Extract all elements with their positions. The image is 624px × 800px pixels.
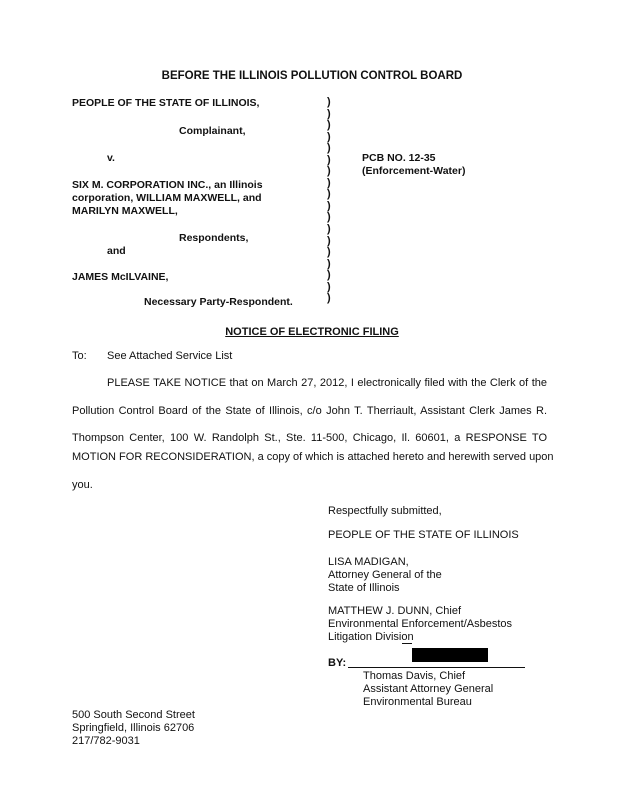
defendants-role: Respondents,	[179, 232, 249, 244]
by-label: BY:	[328, 657, 347, 669]
ag-name: LISA MADIGAN,	[328, 556, 409, 568]
chief-name: MATTHEW J. DUNN, Chief	[328, 605, 462, 617]
party-role: Necessary Party-Respondent.	[144, 296, 293, 308]
party-name: JAMES McILVAINE,	[72, 271, 169, 283]
chief-division-1: Environmental Enforcement/Asbestos	[328, 618, 513, 630]
body-line-2: Pollution Control Board of the State of Illinois, c/o John T. Therriault, Assistant Clerk James R.	[72, 405, 547, 417]
to-value: See Attached Service List	[107, 350, 233, 362]
caption-paren: )	[327, 96, 331, 108]
caption-paren: )	[327, 246, 331, 259]
signature-line	[348, 667, 525, 668]
caption-paren: )	[327, 223, 331, 236]
signature-mark	[402, 643, 412, 644]
body-line-1: PLEASE TAKE NOTICE that on March 27, 2012, I electronically filed with the Clerk of the	[107, 377, 547, 389]
caption-paren: )	[327, 119, 331, 132]
caption-paren: )	[327, 199, 331, 212]
caption-paren: )	[327, 211, 331, 224]
caption-paren: )	[327, 142, 331, 155]
caption-paren: )	[327, 234, 331, 247]
body-line-5: you.	[72, 479, 93, 491]
caption-parens	[327, 97, 331, 305]
ag-title-2: State of Illinois	[328, 582, 400, 594]
signer-name: Thomas Davis, Chief	[363, 670, 466, 682]
closing-text: Respectfully submitted,	[328, 505, 442, 517]
defendants-line-2: corporation, WILLIAM MAXWELL, and	[72, 192, 262, 204]
signer-title-1: Assistant Attorney General	[363, 683, 494, 695]
chief-division-2: Litigation Division	[328, 631, 414, 643]
caption-paren: )	[327, 176, 331, 189]
defendants-line-1: SIX M. CORPORATION INC., an Illinois	[72, 179, 263, 191]
address-line-2: Springfield, Illinois 62706	[72, 722, 195, 734]
caption-paren: )	[327, 130, 331, 143]
and-text: and	[107, 245, 126, 257]
signer-title-2: Environmental Bureau	[363, 696, 472, 708]
defendants-line-3: MARILYN MAXWELL,	[72, 205, 178, 217]
address-line-1: 500 South Second Street	[72, 709, 195, 721]
case-number: PCB NO. 12-35	[362, 152, 436, 164]
caption-paren: )	[327, 257, 331, 270]
to-label: To:	[72, 350, 87, 362]
caption-paren: )	[327, 188, 331, 201]
ag-title-1: Attorney General of the	[328, 569, 442, 581]
plaintiff-name: PEOPLE OF THE STATE OF ILLINOIS,	[72, 97, 260, 109]
signature-party: PEOPLE OF THE STATE OF ILLINOIS	[328, 529, 519, 541]
plaintiff-role: Complainant,	[179, 125, 246, 137]
redaction-box	[412, 648, 488, 662]
body-line-3: Thompson Center, 100 W. Randolph St., Ste. 11-500, Chicago, Il. 60601, a RESPONSE TO	[72, 432, 547, 444]
body-line-4: MOTION FOR RECONSIDERATION, a copy of which is attached hereto and herewith served upon	[72, 451, 554, 463]
caption-paren: )	[327, 269, 331, 282]
caption-paren: )	[327, 292, 331, 305]
caption-paren: )	[327, 280, 331, 293]
address-phone: 217/782-9031	[72, 735, 140, 747]
page-title: BEFORE THE ILLINOIS POLLUTION CONTROL BOARD	[161, 70, 463, 82]
notice-heading: NOTICE OF ELECTRONIC FILING	[225, 326, 399, 338]
caption-paren: )	[327, 107, 331, 120]
caption-paren: )	[327, 165, 331, 178]
versus-text: v.	[107, 152, 115, 164]
caption-paren: )	[327, 153, 331, 166]
case-type: (Enforcement-Water)	[362, 165, 466, 177]
